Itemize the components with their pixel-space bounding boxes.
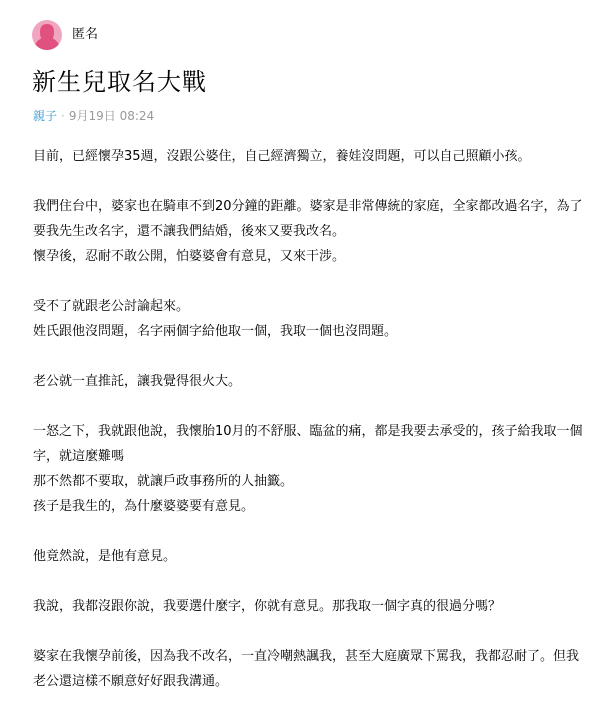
post-line: 我們住台中，婆家也在騎車不到20分鐘的距離。婆家是非常傳統的家庭，全家都改過名字，為了要我先生改名字，還不讓我們結婚，後來又要我改名。 — [33, 199, 583, 239]
post-paragraph — [33, 594, 583, 619]
post-meta — [33, 107, 154, 125]
post-date: 9月19日 08:24 — [68, 109, 155, 123]
post-content — [33, 144, 583, 719]
meta-separator: · — [61, 109, 65, 123]
post-line: 老公就一直推託，讓我覺得很火大。 — [33, 374, 242, 389]
post-paragraph — [33, 144, 583, 169]
post-paragraph — [33, 294, 583, 344]
post-line: 目前，已經懷孕35週，沒跟公婆住，自己經濟獨立，養娃沒問題，可以自己照顧小孩。 — [33, 149, 531, 164]
post-line: 懷孕後，忍耐不敢公開，怕婆婆會有意見，又來干涉。 — [33, 249, 346, 264]
post-title: 新生兒取名大戰 — [32, 68, 207, 96]
post-line: 婆家在我懷孕前後，因為我不改名，一直冷嘲熱諷我，甚至大庭廣眾下罵我，我都忍耐了。但我老公還這樣不願意好好跟我溝通。 — [33, 649, 580, 689]
category-link[interactable]: 親子 — [33, 109, 58, 123]
post-paragraph — [33, 544, 583, 569]
post-line: 孩子是我生的，為什麼婆婆要有意見。 — [33, 499, 255, 514]
post-paragraph — [33, 194, 583, 269]
author-row — [32, 18, 98, 52]
anonymous-user-icon[interactable] — [32, 20, 62, 50]
author-name[interactable]: 匿名 — [72, 27, 99, 42]
avatar-silhouette — [32, 20, 62, 50]
post-line: 那不然都不要取，就讓戶政事務所的人抽籤。 — [33, 474, 294, 489]
post-paragraph — [33, 644, 583, 694]
post-paragraph — [33, 419, 583, 519]
post-line: 姓氏跟他沒問題，名字兩個字給他取一個，我取一個也沒問題。 — [33, 324, 398, 339]
post-line: 我說，我都沒跟你說，我要選什麼字，你就有意見。那我取一個字真的很過分嗎？ — [33, 599, 502, 614]
post-line: 他竟然說，是他有意見。 — [33, 549, 177, 564]
post-line: 受不了就跟老公討論起來。 — [33, 299, 190, 314]
post-line: 一怒之下，我就跟他說，我懷胎10月的不舒服、臨盆的痛，都是我要去承受的，孩子給我取一個字，就這麼難嗎 — [33, 424, 583, 464]
post-paragraph — [33, 369, 583, 394]
